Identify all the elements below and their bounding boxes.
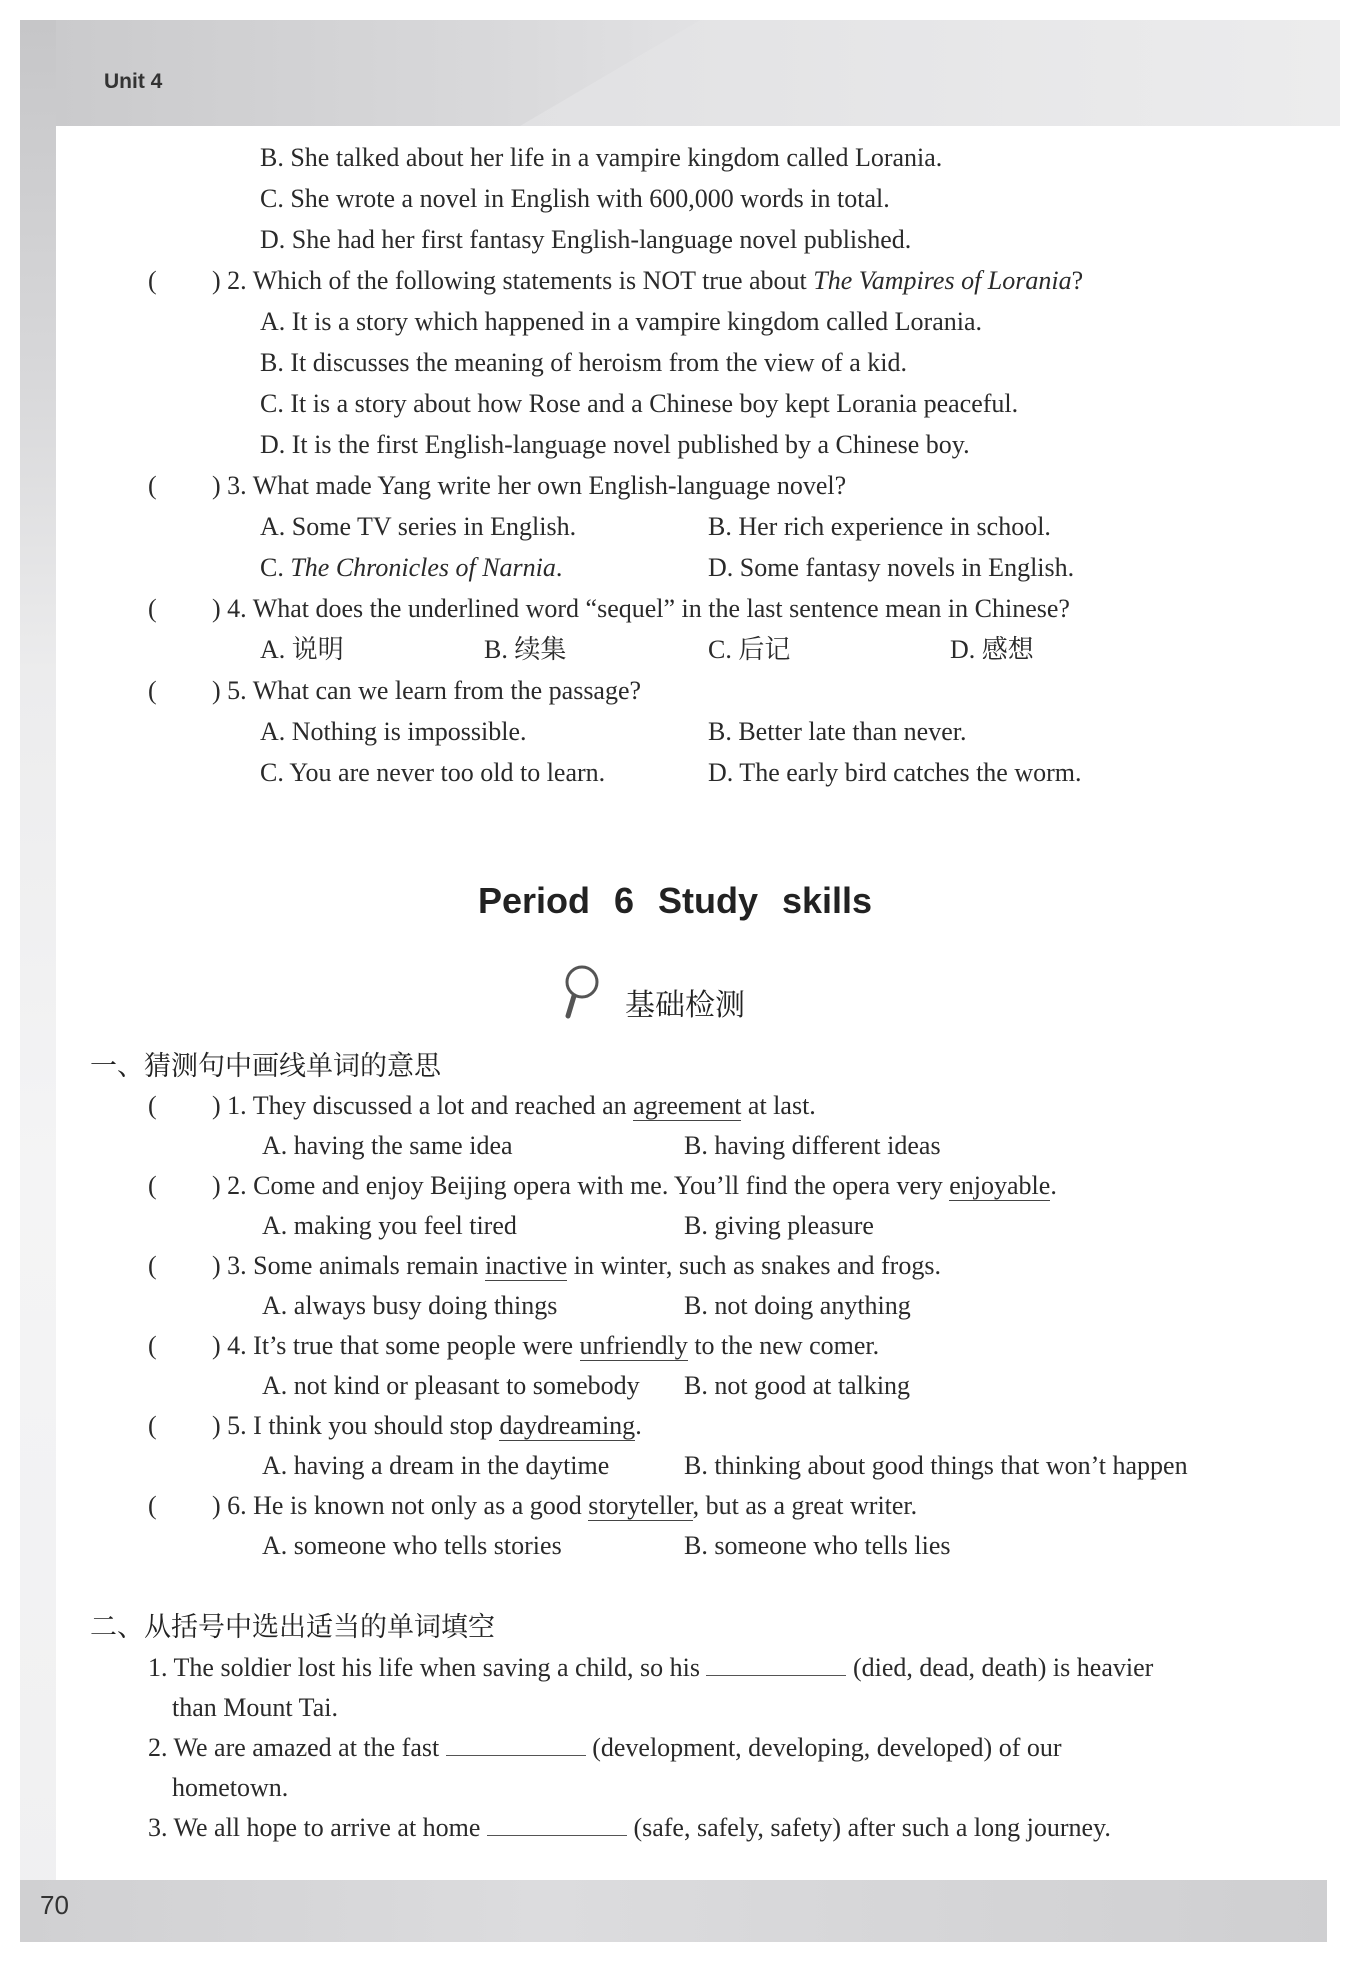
- vocab-q3-post: in winter, such as snakes and frogs.: [567, 1251, 941, 1280]
- vocab-q4-word: unfriendly: [579, 1331, 688, 1360]
- answer-paren: (: [148, 1091, 157, 1120]
- answer-paren: (: [148, 1491, 157, 1520]
- q1-option-b: B. She talked about her life in a vampire kingdom called Lorania.: [260, 143, 943, 172]
- fill-q2-pre: 2. We are amazed at the fast: [148, 1733, 446, 1762]
- fill-q1-pre: 1. The soldier lost his life when saving a child, so his: [148, 1653, 707, 1682]
- section1-heading: 一、猜测句中画线单词的意思: [90, 1051, 441, 1082]
- fill-question-2: [148, 1732, 1062, 1764]
- q3-option-d: D. Some fantasy novels in English.: [708, 553, 1075, 582]
- question-5: ) 5. What can we learn from the passage?: [212, 676, 642, 705]
- fill-q2-continuation: hometown.: [172, 1773, 289, 1802]
- fill-q1-continuation: than Mount Tai.: [172, 1693, 338, 1722]
- answer-paren: (: [148, 1331, 157, 1360]
- period-title: Period 6 Study skills: [477, 880, 873, 921]
- question-2: [212, 265, 1083, 297]
- vocab-q1-post: at last.: [741, 1091, 816, 1120]
- vocab-q4-option-b: B. not good at talking: [684, 1371, 911, 1400]
- vocab-q5-pre: ) 5. I think you should stop: [212, 1411, 500, 1440]
- vocab-question-4: [212, 1330, 879, 1362]
- fill-q2-post: (development, developing, developed) of our: [585, 1733, 1062, 1762]
- question-2-end: ?: [1071, 266, 1084, 295]
- section2-heading: 二、从括号中选出适当的单词填空: [90, 1612, 495, 1643]
- section-title: [0, 980, 1350, 1024]
- q1-option-c: C. She wrote a novel in English with 600,000 words in total.: [260, 184, 890, 213]
- page-footer-band: [20, 1880, 1327, 1942]
- q3-option-c-prefix: C.: [260, 553, 291, 582]
- vocab-question-5: [212, 1410, 642, 1442]
- fill-q2-blank[interactable]: [446, 1733, 586, 1756]
- vocab-q6-option-b: B. someone who tells lies: [684, 1531, 951, 1560]
- vocab-q1-word: agreement: [633, 1091, 742, 1120]
- vocab-q6-option-a: A. someone who tells stories: [262, 1531, 562, 1560]
- answer-paren: (: [148, 266, 157, 295]
- vocab-q4-option-a: A. not kind or pleasant to somebody: [262, 1371, 640, 1400]
- vocab-q4-pre: ) 4. It’s true that some people were: [212, 1331, 580, 1360]
- vocab-q5-word: daydreaming: [499, 1411, 636, 1440]
- q2-option-a: A. It is a story which happened in a vampire kingdom called Lorania.: [260, 307, 983, 336]
- unit-label: Unit 4: [104, 70, 163, 93]
- vocab-q2-option-a: A. making you feel tired: [262, 1211, 517, 1240]
- q5-option-d: D. The early bird catches the worm.: [708, 758, 1082, 787]
- vocab-question-1: [212, 1090, 816, 1122]
- fill-q1-blank[interactable]: [706, 1653, 846, 1676]
- q2-option-d: D. It is the first English-language novel published by a Chinese boy.: [260, 430, 970, 459]
- fill-q3-blank[interactable]: [487, 1813, 627, 1836]
- fill-q3-post: (safe, safely, safety) after such a long journey.: [626, 1813, 1111, 1842]
- q2-option-b: B. It discusses the meaning of heroism from the view of a kid.: [260, 348, 907, 377]
- vocab-q2-option-b: B. giving pleasure: [684, 1211, 874, 1240]
- vocab-q3-option-a: A. always busy doing things: [262, 1291, 558, 1320]
- question-2-text: ) 2. Which of the following statements is NOT true about: [212, 266, 814, 295]
- vocab-question-6: [212, 1490, 917, 1522]
- fill-question-3: [148, 1812, 1111, 1844]
- vocab-q1-option-b: B. having different ideas: [684, 1131, 941, 1160]
- vocab-q1-pre: ) 1. They discussed a lot and reached an: [212, 1091, 634, 1120]
- q5-option-b: B. Better late than never.: [708, 717, 967, 746]
- q4-option-b: B. 续集: [484, 635, 567, 664]
- page-number: 70: [40, 1890, 69, 1920]
- vocab-question-2: [212, 1170, 1057, 1202]
- vocab-question-3: [212, 1250, 941, 1282]
- q3-option-b: B. Her rich experience in school.: [708, 512, 1051, 541]
- vocab-q3-pre: ) 3. Some animals remain: [212, 1251, 485, 1280]
- vocab-q2-pre: ) 2. Come and enjoy Beijing opera with me. You’ll find the opera very: [212, 1171, 950, 1200]
- q5-option-c: C. You are never too old to learn.: [260, 758, 606, 787]
- q2-option-c: C. It is a story about how Rose and a Chinese boy kept Lorania peaceful.: [260, 389, 1019, 418]
- q5-option-a: A. Nothing is impossible.: [260, 717, 527, 746]
- vocab-q4-post: to the new comer.: [687, 1331, 880, 1360]
- answer-paren: (: [148, 594, 157, 623]
- section-title-text: 基础检测: [625, 988, 745, 1023]
- fill-question-1: [148, 1652, 1153, 1684]
- page-header-band: [20, 20, 1327, 126]
- header-band-wedge: [520, 20, 1340, 126]
- answer-paren: (: [148, 1251, 157, 1280]
- question-4: ) 4. What does the underlined word “sequel” in the last sentence mean in Chinese?: [212, 594, 1070, 623]
- vocab-q6-post: , but as a great writer.: [692, 1491, 918, 1520]
- answer-paren: (: [148, 1411, 157, 1440]
- q3-option-a: A. Some TV series in English.: [260, 512, 577, 541]
- vocab-q1-option-a: A. having the same idea: [262, 1131, 513, 1160]
- answer-paren: (: [148, 676, 157, 705]
- q4-option-a: A. 说明: [260, 635, 344, 664]
- answer-paren: (: [148, 471, 157, 500]
- vocab-q6-pre: ) 6. He is known not only as a good: [212, 1491, 589, 1520]
- fill-q1-post: (died, dead, death) is heavier: [846, 1653, 1154, 1682]
- q1-option-d: D. She had her first fantasy English-language novel published.: [260, 225, 912, 254]
- vocab-q3-option-b: B. not doing anything: [684, 1291, 911, 1320]
- q3-option-c-suffix: .: [555, 553, 563, 582]
- answer-paren: (: [148, 1171, 157, 1200]
- vocab-q3-word: inactive: [484, 1251, 568, 1280]
- vocab-q2-post: .: [1050, 1171, 1057, 1200]
- q4-option-d: D. 感想: [950, 635, 1034, 664]
- q3-option-c-title: The Chronicles of Narnia: [290, 553, 556, 582]
- q3-option-c: [260, 552, 562, 584]
- vocab-q6-word: storyteller: [588, 1491, 693, 1520]
- vocab-q2-word: enjoyable: [949, 1171, 1051, 1200]
- fill-q3-pre: 3. We all hope to arrive at home: [148, 1813, 487, 1842]
- question-3: ) 3. What made Yang write her own English-language novel?: [212, 471, 847, 500]
- vocab-q5-post: .: [635, 1411, 642, 1440]
- q4-option-c: C. 后记: [708, 635, 791, 664]
- question-2-title: The Vampires of Lorania: [813, 266, 1072, 295]
- vocab-q5-option-a: A. having a dream in the daytime: [262, 1451, 610, 1480]
- vocab-q5-option-b: B. thinking about good things that won’t happen: [684, 1451, 1188, 1480]
